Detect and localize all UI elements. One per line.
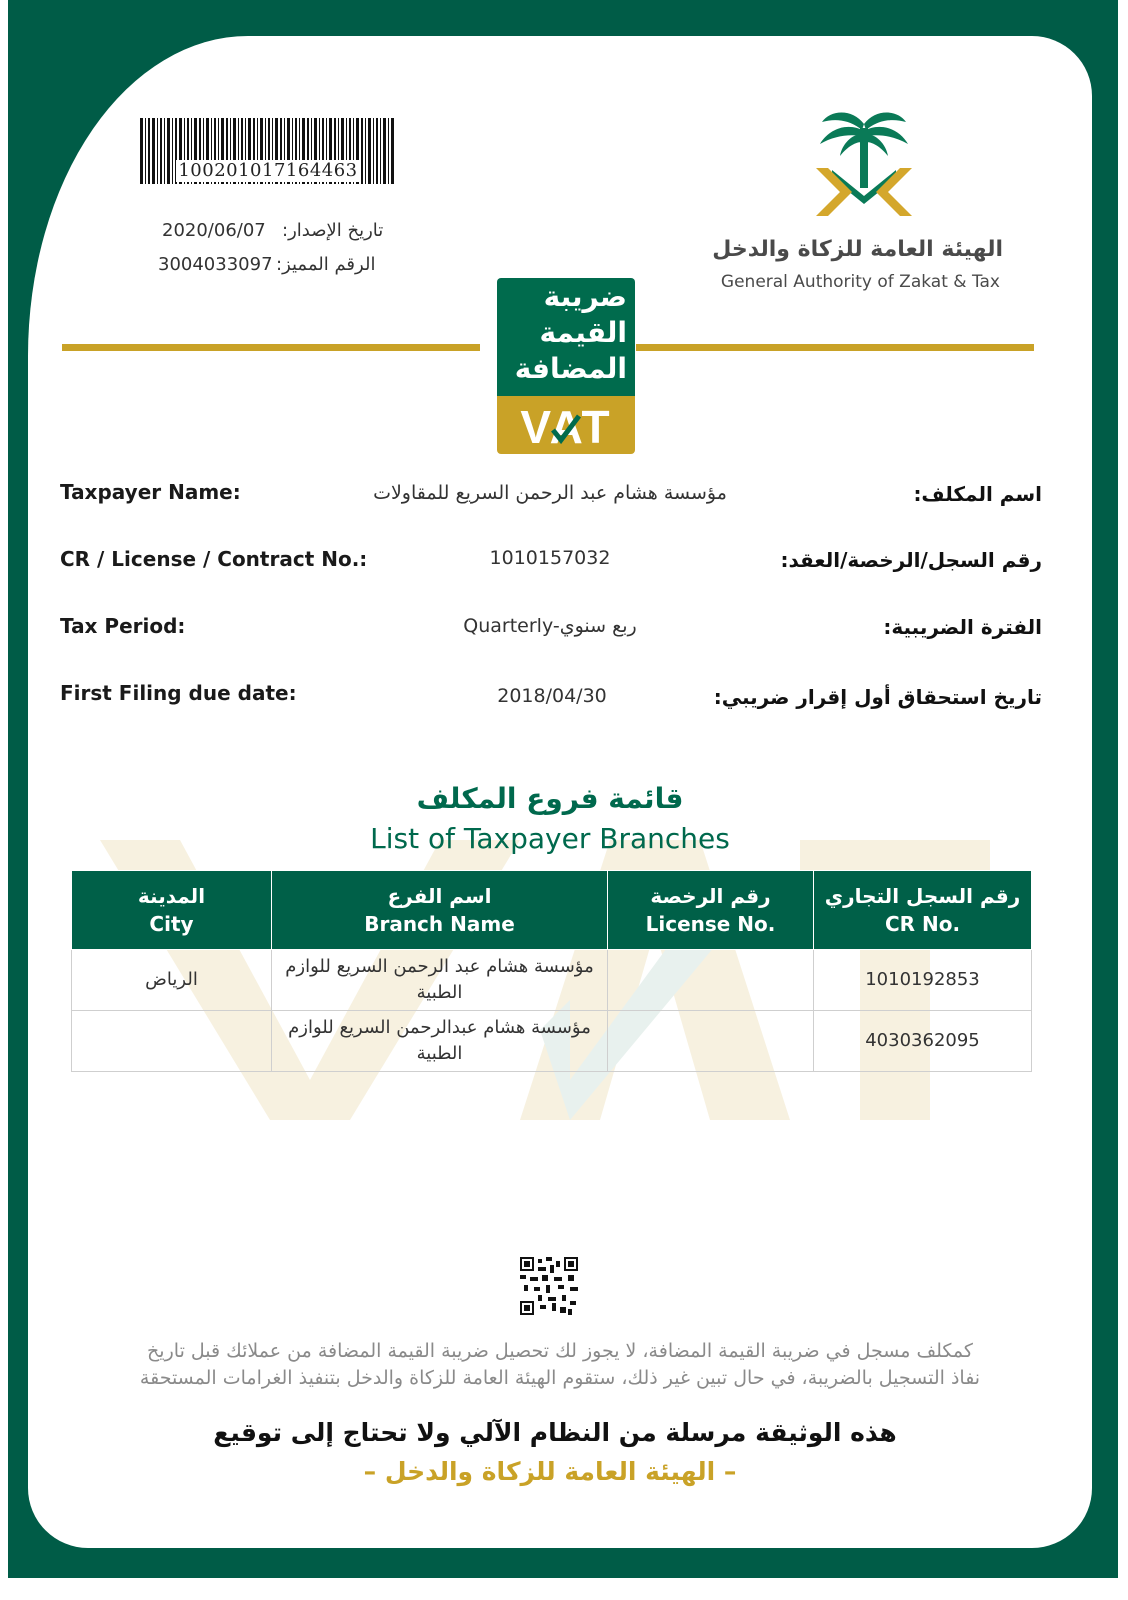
unique-no-label: الرقم المميز: [276, 254, 376, 275]
first-filing-label-en: First Filing due date: [60, 681, 297, 705]
cell-city [72, 1011, 272, 1072]
authority-name-ar: الهيئة العامة للزكاة والدخل [712, 237, 1003, 262]
first-filing-label-ar: تاريخ استحقاق أول إقرار ضريبي: [713, 685, 1042, 709]
header-cr-no-en: CR No. [884, 912, 961, 936]
vat-badge-line3: المضافة [514, 352, 627, 385]
cell-city: الرياض [72, 950, 272, 1011]
palm-swords-logo [812, 104, 916, 222]
auto-generated-notice: هذه الوثيقة مرسلة من النظام الآلي ولا تحتاج إلى توقيع [213, 1418, 897, 1447]
header-cr-no [814, 871, 1032, 950]
checkmark-icon [551, 412, 581, 446]
header-city-ar: المدينة [137, 884, 206, 908]
notice-line-1: كمكلف مسجل في ضريبة القيمة المضافة، لا يجوز لك تحصيل ضريبة القيمة المضافة من عملائك قبل تاريخ [147, 1340, 973, 1362]
branches-title-en: List of Taxpayer Branches [370, 822, 730, 855]
gold-divider-right [636, 344, 1034, 351]
qr-code [520, 1257, 578, 1315]
cell-cr-no: 4030362095 [814, 1011, 1032, 1072]
notice-line-2: نفاذ التسجيل بالضريبة، في حال تبين غير ذلك، ستقوم الهيئة العامة للزكاة والدخل بتنفيذ الغرامات المستحقة [139, 1367, 981, 1389]
header-license-no [608, 871, 814, 950]
tax-period-label-ar: الفترة الضريبية: [883, 615, 1042, 639]
cr-license-value: 1010157032 [489, 547, 611, 569]
cell-branch-name: مؤسسة هشام عبدالرحمن السريع للوازم الطبية [272, 1011, 608, 1072]
cr-license-label-en: CR / License / Contract No.: [60, 547, 368, 571]
header-branch-name-ar: اسم الفرع [387, 884, 492, 908]
authority-signoff: – الهيئة العامة للزكاة والدخل – [363, 1457, 737, 1486]
taxpayer-name-label-en: Taxpayer Name: [60, 480, 241, 504]
header-city [72, 871, 272, 950]
branches-table [71, 870, 1032, 1072]
vat-badge-line1: ضريبة [543, 280, 627, 313]
vat-badge-line2: القيمة [539, 316, 627, 349]
vat-badge-green [497, 278, 635, 396]
first-filing-value: 2018/04/30 [497, 685, 607, 707]
cell-cr-no: 1010192853 [814, 950, 1032, 1011]
table-header-row [72, 871, 1032, 950]
tax-period-value: Quarterly-ربع سنوي [463, 615, 637, 637]
vat-badge [497, 278, 635, 456]
vat-badge-gold [497, 396, 635, 454]
cr-license-label-ar: رقم السجل/الرخصة/العقد: [780, 548, 1042, 572]
cell-branch-name: مؤسسة هشام عبد الرحمن السريع للوازم الطبية [272, 950, 608, 1011]
header-city-en: City [149, 912, 194, 936]
cell-license-no [608, 950, 814, 1011]
tax-period-label-en: Tax Period: [60, 614, 186, 638]
header-license-no-ar: رقم الرخصة [650, 884, 771, 908]
cell-license-no [608, 1011, 814, 1072]
authority-name-en: General Authority of Zakat & Tax [720, 272, 1000, 292]
table-row [72, 950, 1032, 1011]
header-branch-name [272, 871, 608, 950]
table-row [72, 1011, 1032, 1072]
taxpayer-name-label-ar: اسم المكلف: [913, 482, 1042, 506]
branches-title-ar: قائمة فروع المكلف [416, 782, 684, 815]
vat-badge-en: VAT [520, 401, 612, 453]
unique-no-value: 3004033097 [158, 254, 273, 275]
issue-date-label: تاريخ الإصدار: [282, 220, 384, 241]
taxpayer-name-value: مؤسسة هشام عبد الرحمن السريع للمقاولات [373, 482, 727, 504]
gold-divider-left [62, 344, 480, 351]
barcode-number: 100201017164463 [176, 160, 360, 182]
issue-date-value: 2020/06/07 [162, 220, 266, 241]
header-branch-name-en: Branch Name [364, 912, 515, 936]
header-cr-no-ar: رقم السجل التجاري [824, 884, 1021, 908]
header-license-no-en: License No. [645, 912, 776, 936]
